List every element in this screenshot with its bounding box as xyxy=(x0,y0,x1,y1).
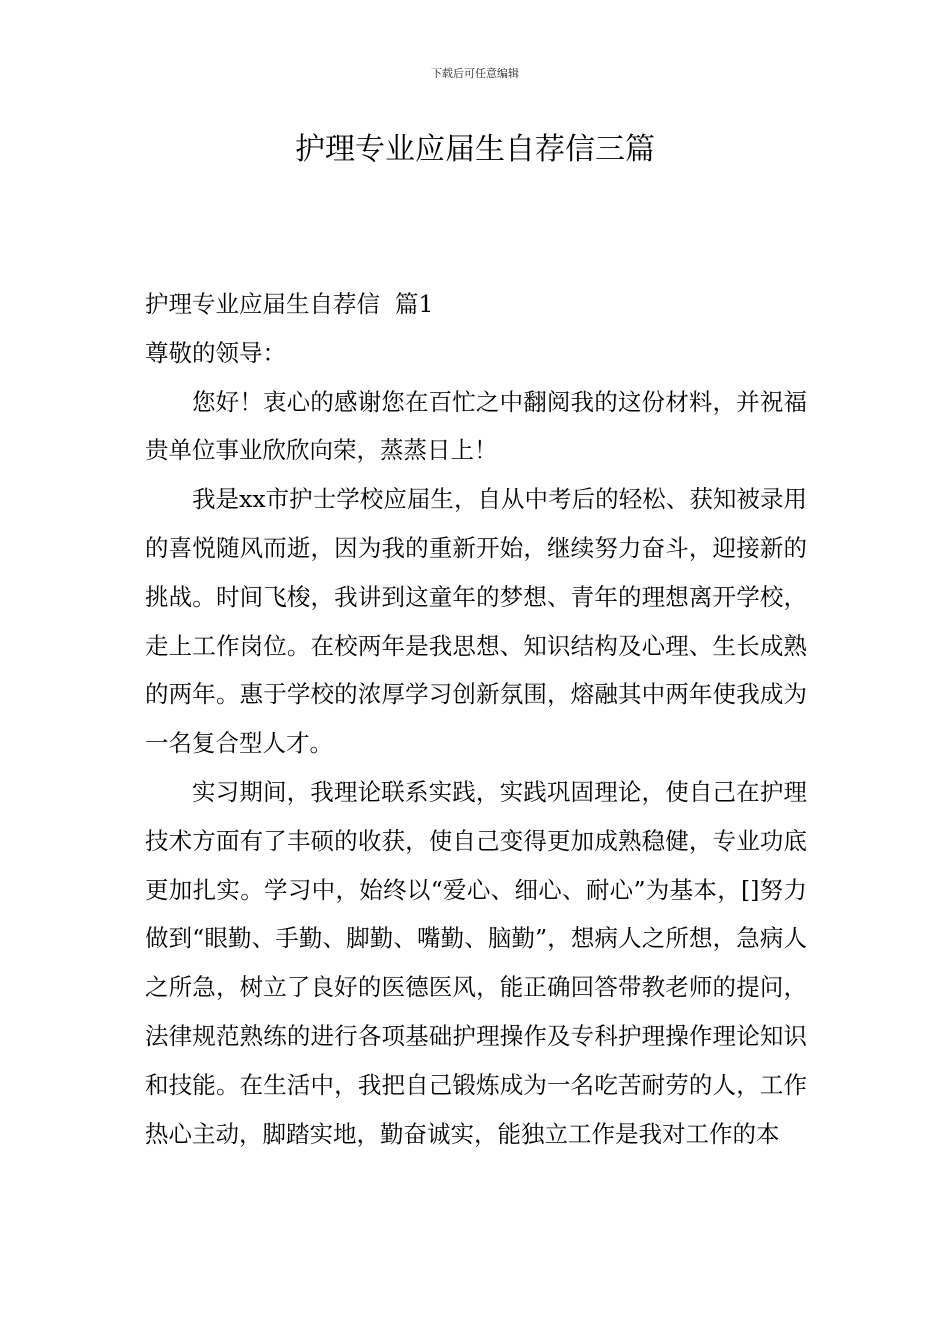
document-title: 护理专业应届生自荐信三篇 xyxy=(295,132,655,167)
header-note: 下载后可任意编辑 xyxy=(431,67,519,80)
document-body xyxy=(145,280,807,1158)
paragraph-internship: 实习期间，我理论联系实践，实践巩固理论，使自己在护理技术方面有了丰硕的收获，使自己变得更加成熟稳健，专业功底更加扎实。学习中，始终以“爱心、细心、耐心”为基本，[]努力做到“眼勤、手勤、脚勤、嘴勤、脑勤”，想病人之所想，急病人之所急，树立了良好的医德医风，能正确回答带教老师的提问，法律规范熟练的进行各项基础护理操作及专科护理操作理论知识和技能。在生活中，我把自己锻炼成为一名吃苦耐劳的人，工作热心主动，脚踏实地，勤奋诚实，能独立工作是我对工作的本 xyxy=(145,777,807,1148)
salutation: 尊敬的领导： xyxy=(145,338,286,367)
paragraph-greeting: 您好！衷心的感谢您在百忙之中翻阅我的这份材料，并祝福贵单位事业欣欣向荣，蒸蒸日上！ xyxy=(145,387,807,465)
paragraph-introduction: 我是xx市护士学校应届生，自从中考后的轻松、获知被录用的喜悦随风而逝，因为我的重新开始，继续努力奋斗，迎接新的挑战。时间飞梭，我讲到这童年的梦想、青年的理想离开学校，走上工作岗位。在校两年是我思想、知识结构及心理、生长成熟的两年。惠于学校的浓厚学习创新氛围，熔融其中两年使我成为一名复合型人才。 xyxy=(145,485,807,758)
section-heading: 护理专业应届生自荐信 篇1 xyxy=(145,290,434,318)
